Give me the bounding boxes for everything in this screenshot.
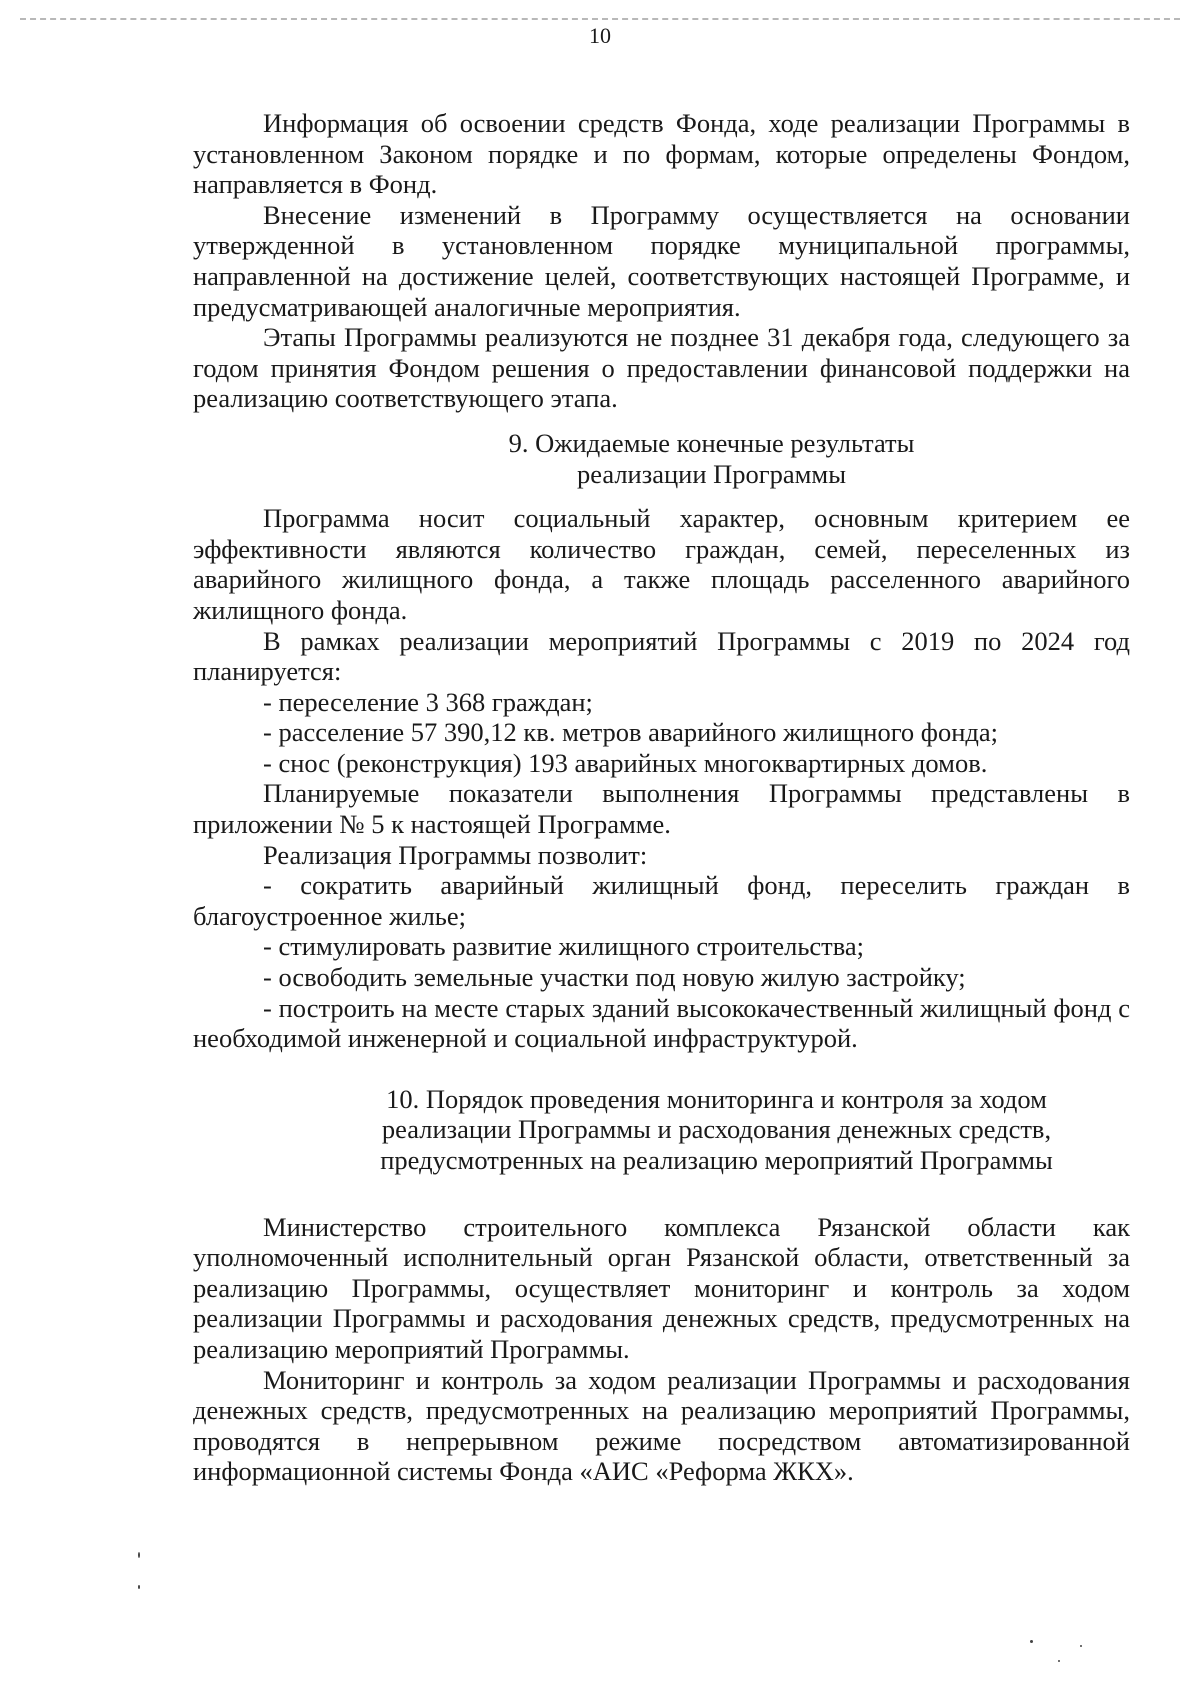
- section-9-heading: [193, 428, 1130, 489]
- scan-speck: [1058, 1660, 1060, 1662]
- paragraph-program-stages: Этапы Программы реализуются не позднее 31 декабря года, следующего за годом принятия Фондом решения о предоставлении финансовой поддержки на реализацию соответствующего этапа.: [193, 322, 1130, 414]
- section-10-title-line-3: предусмотренных на реализацию мероприятий Программы: [380, 1145, 1053, 1175]
- section-9-title-line-1: 9. Ожидаемые конечные результаты: [508, 427, 915, 458]
- document-body: [193, 108, 1130, 1487]
- planned-item-resettlement: - переселение 3 368 граждан;: [263, 686, 593, 717]
- paragraph-fund-report: Информация об освоении средств Фонда, ходе реализации Программы в установленном Законом порядке и по формам, которые определены Фондом, направляется в Фонд.: [193, 108, 1130, 200]
- planned-item-demolition: - снос (реконструкция) 193 аварийных многоквартирных домов.: [263, 747, 988, 778]
- section-9-title-line-2: реализации Программы: [577, 458, 846, 489]
- paragraph-indicators: Планируемые показатели выполнения Программы представлены в приложении № 5 к настоящей Программе.: [193, 778, 1130, 840]
- scan-speck: [1080, 1645, 1082, 1647]
- paragraph-ministry: Министерство строительного комплекса Рязанской области как уполномоченный исполнительный орган Рязанской области, ответственный за реализацию Программы, осуществляет мониторинг и контроль за ходом реализации Программы и расходования денежных средств, предусмотренных на реализацию мероприятий Программы.: [193, 1211, 1130, 1364]
- paragraph-benefits-intro: Реализация Программы позволит:: [263, 839, 648, 870]
- section-10-title-line-1: 10. Порядок проведения мониторинга и контроля за ходом: [386, 1083, 1047, 1114]
- planned-item-area: - расселение 57 390,12 кв. метров аварийного жилищного фонда;: [263, 717, 998, 748]
- section-10-heading: [193, 1084, 1130, 1176]
- paragraph-program-changes: Внесение изменений в Программу осуществляется на основании утвержденной в установленном порядке муниципальной программы, направленной на достижение целей, соответствующих настоящей Программе, и предусматривающей аналогичные мероприятия.: [193, 199, 1130, 322]
- scan-speck: [138, 1585, 140, 1589]
- paragraph-monitoring: Мониторинг и контроль за ходом реализации Программы и расходования денежных средств, предусмотренных на реализацию мероприятий Программы, проводятся в непрерывном режиме посредством автоматизированной информационной системы Фонда «АИС «Реформа ЖКХ».: [193, 1364, 1130, 1487]
- scan-speck: [1030, 1640, 1033, 1643]
- paragraph-planned-intro: В рамках реализации мероприятий Программы с 2019 по 2024 год планируется:: [193, 625, 1130, 687]
- benefit-item-stimulate: - стимулировать развитие жилищного строительства;: [263, 931, 865, 962]
- page-number: 10: [589, 23, 611, 48]
- scan-edge-line: [20, 18, 1180, 20]
- benefit-item-reduce-fund: - сократить аварийный жилищный фонд, переселить граждан в благоустроенное жилье;: [193, 870, 1130, 931]
- benefit-item-build: - построить на месте старых зданий высококачественный жилищный фонд с необходимой инженерной и социальной инфраструктурой.: [193, 992, 1130, 1054]
- benefit-item-free-land: - освободить земельные участки под новую жилую застройку;: [263, 962, 966, 993]
- section-10-title-line-2: реализации Программы и расходования денежных средств,: [381, 1114, 1052, 1145]
- scan-speck: [138, 1552, 140, 1558]
- paragraph-social-character: Программа носит социальный характер, основным критерием ее эффективности являются количество граждан, семей, переселенных из аварийного жилищного фонда, а также площадь расселенного аварийного жилищного фонда.: [193, 503, 1130, 625]
